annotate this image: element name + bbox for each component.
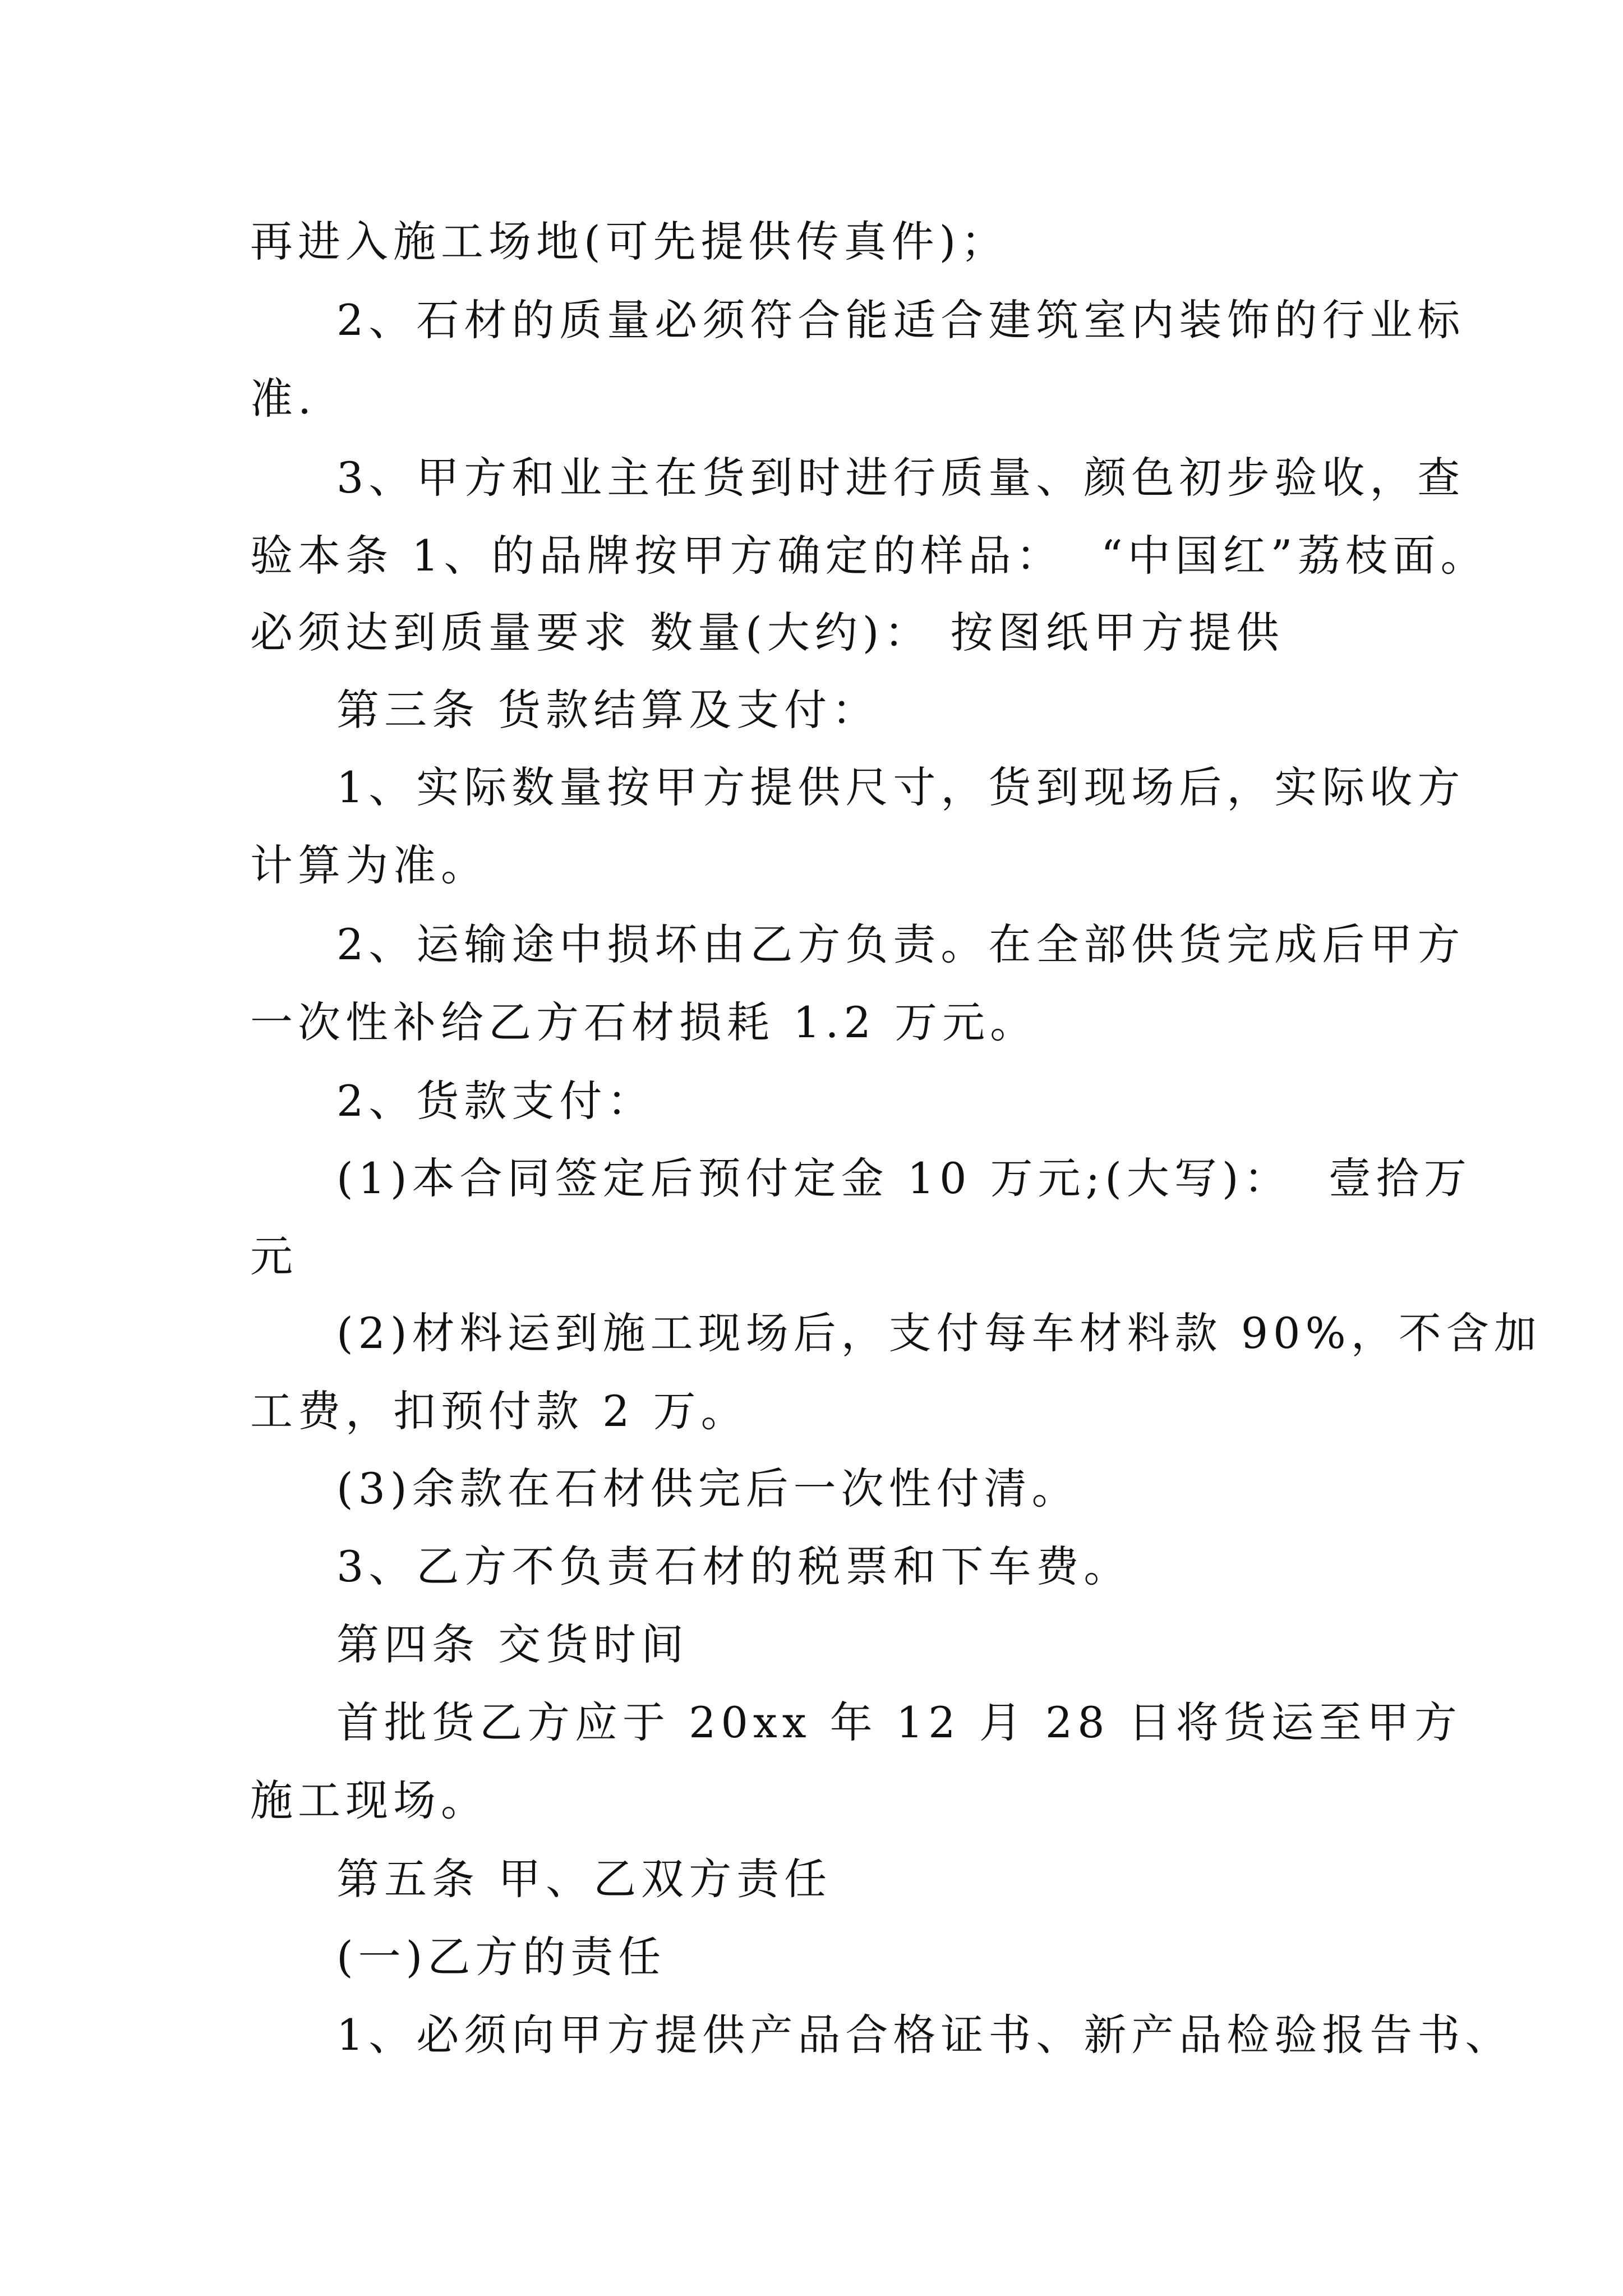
text-line: 计算为准。 (250, 840, 488, 890)
text-line: 2、货款支付： (336, 1076, 655, 1126)
section-heading: 第四条 交货时间 (336, 1619, 689, 1669)
text-line: 3、甲方和业主在货到时进行质量、颜色初步验收，查 (336, 453, 1465, 503)
text-line: 1、必须向甲方提供产品合格证书、新产品检验报告书、 (336, 2010, 1513, 2060)
text-line: 工费，扣预付款 2 万。 (250, 1386, 749, 1436)
text-line: 准. (250, 374, 317, 424)
text-line: (3)余款在石材供完后一次性付清。 (336, 1464, 1080, 1513)
section-heading: 第三条 货款结算及支付： (336, 685, 880, 735)
text-line: 2、运输途中损坏由乙方负责。在全部供货完成后甲方 (336, 919, 1465, 969)
text-line: 再进入施工场地(可先提供传真件)； (250, 217, 1009, 266)
text-line: 1、实际数量按甲方提供尺寸，货到现场后，实际收方 (336, 762, 1465, 812)
text-line: 首批货乙方应于 20xx 年 12 月 28 日将货运至甲方 (336, 1697, 1462, 1747)
text-line: (1)本合同签定后预付定金 10 万元;(大写)： 壹拾万 (336, 1153, 1472, 1203)
text-line: 元 (250, 1231, 298, 1281)
text-line: 施工现场。 (250, 1775, 488, 1825)
text-line: 必须达到质量要求 数量(大约)： 按图纸甲方提供 (250, 608, 1284, 657)
text-line: (2)材料运到施工现场后，支付每车材料款 90%，不含加 (336, 1308, 1542, 1358)
section-heading: 第五条 甲、乙双方责任 (336, 1854, 832, 1904)
text-line: 验本条 1、的品牌按甲方确定的样品： “中国红”荔枝面。 (250, 531, 1488, 581)
text-line: 一次性补给乙方石材损耗 1.2 万元。 (250, 997, 1038, 1047)
subsection-heading: (一)乙方的责任 (336, 1932, 666, 1982)
text-line: 2、石材的质量必须符合能适合建筑室内装饰的行业标 (336, 295, 1465, 345)
text-line: 3、乙方不负责石材的税票和下车费。 (336, 1542, 1132, 1591)
